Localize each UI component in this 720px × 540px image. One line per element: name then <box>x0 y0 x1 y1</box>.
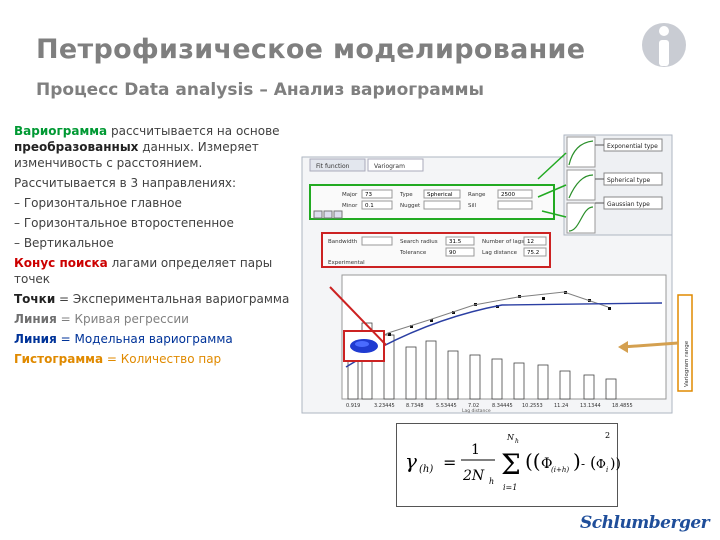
variogram-term: Вариограмма <box>14 124 108 138</box>
regression-line-paragraph: Линия = Кривая регрессии <box>14 312 189 326</box>
svg-text:Gaussian type: Gaussian type <box>607 201 650 208</box>
svg-text:11.24: 11.24 <box>554 403 569 409</box>
svg-text:Type: Type <box>400 192 413 198</box>
svg-text:Bandwidth: Bandwidth <box>328 239 358 245</box>
svg-text:18.4855: 18.4855 <box>612 403 633 409</box>
bandwidth-field[interactable] <box>362 237 392 245</box>
svg-text:8.7348: 8.7348 <box>406 403 424 409</box>
svg-text:3.23445: 3.23445 <box>374 403 395 409</box>
svg-text:0.1: 0.1 <box>365 203 374 209</box>
svg-text:γ: γ <box>405 449 417 473</box>
svg-text:12: 12 <box>527 239 534 245</box>
info-logo-icon <box>640 16 688 74</box>
search-cone-term: Конус поиска <box>14 256 108 270</box>
search-cone-parameters <box>322 233 550 267</box>
svg-text:8.34445: 8.34445 <box>492 403 513 409</box>
svg-text:13.1344: 13.1344 <box>580 403 601 409</box>
svg-text:N: N <box>507 433 514 442</box>
svg-text:10.2553: 10.2553 <box>522 403 543 409</box>
direction-minor: – Горизонтальное второстепенное <box>14 216 234 230</box>
svg-text:Range: Range <box>468 192 486 198</box>
svg-text:31.5: 31.5 <box>449 239 462 245</box>
svg-text:1: 1 <box>471 442 480 458</box>
svg-text:90: 90 <box>449 250 456 256</box>
svg-text:(: ( <box>590 453 597 472</box>
svg-text:Variogram: Variogram <box>374 163 405 170</box>
sill-field[interactable] <box>498 201 532 209</box>
svg-text:Tolerance: Tolerance <box>400 250 427 256</box>
regression-line-term: Линия <box>14 312 57 326</box>
svg-text:Lag distance: Lag distance <box>482 250 517 256</box>
points-paragraph: Точки = Экспериментальная вариограмма <box>14 292 290 306</box>
svg-text:Minor: Minor <box>342 203 358 209</box>
svg-text:Major: Major <box>342 192 358 198</box>
svg-text:Number of lags: Number of lags <box>482 239 525 245</box>
nugget-field[interactable] <box>424 201 460 209</box>
points-term: Точки <box>14 292 56 306</box>
model-line-paragraph: Линия = Модельная вариограмма <box>14 332 233 346</box>
svg-text:Variogram range: Variogram range <box>684 340 690 387</box>
directions-intro: Рассчитывается в 3 направлениях: <box>14 176 237 190</box>
schlumberger-logo: Schlumberger <box>580 513 710 533</box>
svg-text:Exponential type: Exponential type <box>607 143 658 150</box>
tool-button[interactable] <box>324 211 332 218</box>
svg-text:Fit function: Fit function <box>316 163 350 170</box>
variogram-formula <box>396 423 621 507</box>
svg-text:)): )) <box>610 456 621 472</box>
histogram-term: Гистограмма <box>14 352 104 366</box>
svg-text:h: h <box>515 438 519 445</box>
svg-text:i=1: i=1 <box>503 483 518 492</box>
svg-text:2500: 2500 <box>501 192 515 198</box>
svg-text:Experimental: Experimental <box>328 260 365 266</box>
svg-text:2: 2 <box>605 431 611 440</box>
svg-text:73: 73 <box>365 192 372 198</box>
tool-button[interactable] <box>334 211 342 218</box>
search-cone-paragraph: Конус поиска лагами определяет пары точек <box>14 256 273 286</box>
svg-text:(h): (h) <box>419 464 434 475</box>
variogram-software-screenshot <box>302 135 710 413</box>
svg-text:Σ: Σ <box>501 448 521 481</box>
variogram-paragraph: Вариограмма рассчитывается на основе преобразованных данных. Измеряет изменчивость с расстоянием. <box>14 124 280 170</box>
svg-text:Nugget: Nugget <box>400 203 421 209</box>
svg-text:7.02: 7.02 <box>468 403 480 409</box>
svg-text:0.919: 0.919 <box>346 403 361 409</box>
variogram-plot <box>342 275 666 414</box>
svg-text:-: - <box>581 457 586 471</box>
svg-text:Search radius: Search radius <box>400 239 438 245</box>
svg-text:i: i <box>606 466 609 474</box>
model-type-panels <box>564 135 672 235</box>
x-axis-label: Lag distance <box>462 409 491 414</box>
transformed-term: преобразованных <box>14 140 139 154</box>
histogram-paragraph: Гистограмма = Количество пар <box>14 352 222 366</box>
svg-text:((: (( <box>525 449 541 473</box>
svg-text:75.2: 75.2 <box>527 250 540 256</box>
svg-text:=: = <box>443 453 457 472</box>
tool-button[interactable] <box>314 211 322 218</box>
svg-text:5.53445: 5.53445 <box>436 403 457 409</box>
svg-text:Φ: Φ <box>596 457 606 471</box>
svg-text:Sill: Sill <box>468 203 477 209</box>
svg-text:Φ: Φ <box>541 456 553 472</box>
direction-vertical: – Вертикальное <box>14 236 114 250</box>
svg-text:Spherical: Spherical <box>427 192 453 198</box>
variogram-model-parameters <box>310 185 554 219</box>
svg-text:(i+h): (i+h) <box>551 466 570 474</box>
svg-text:Spherical type: Spherical type <box>607 177 651 184</box>
svg-text:h: h <box>489 477 495 486</box>
svg-text:2N: 2N <box>463 468 485 484</box>
page-subtitle: Процесс Data analysis – Анализ вариограммы <box>36 80 484 100</box>
direction-major: – Горизонтальное главное <box>14 196 182 210</box>
model-line-term: Линия <box>14 332 57 346</box>
svg-text:): ) <box>573 449 581 473</box>
description-text <box>14 123 294 371</box>
page-title: Петрофизическое моделирование <box>36 34 586 65</box>
